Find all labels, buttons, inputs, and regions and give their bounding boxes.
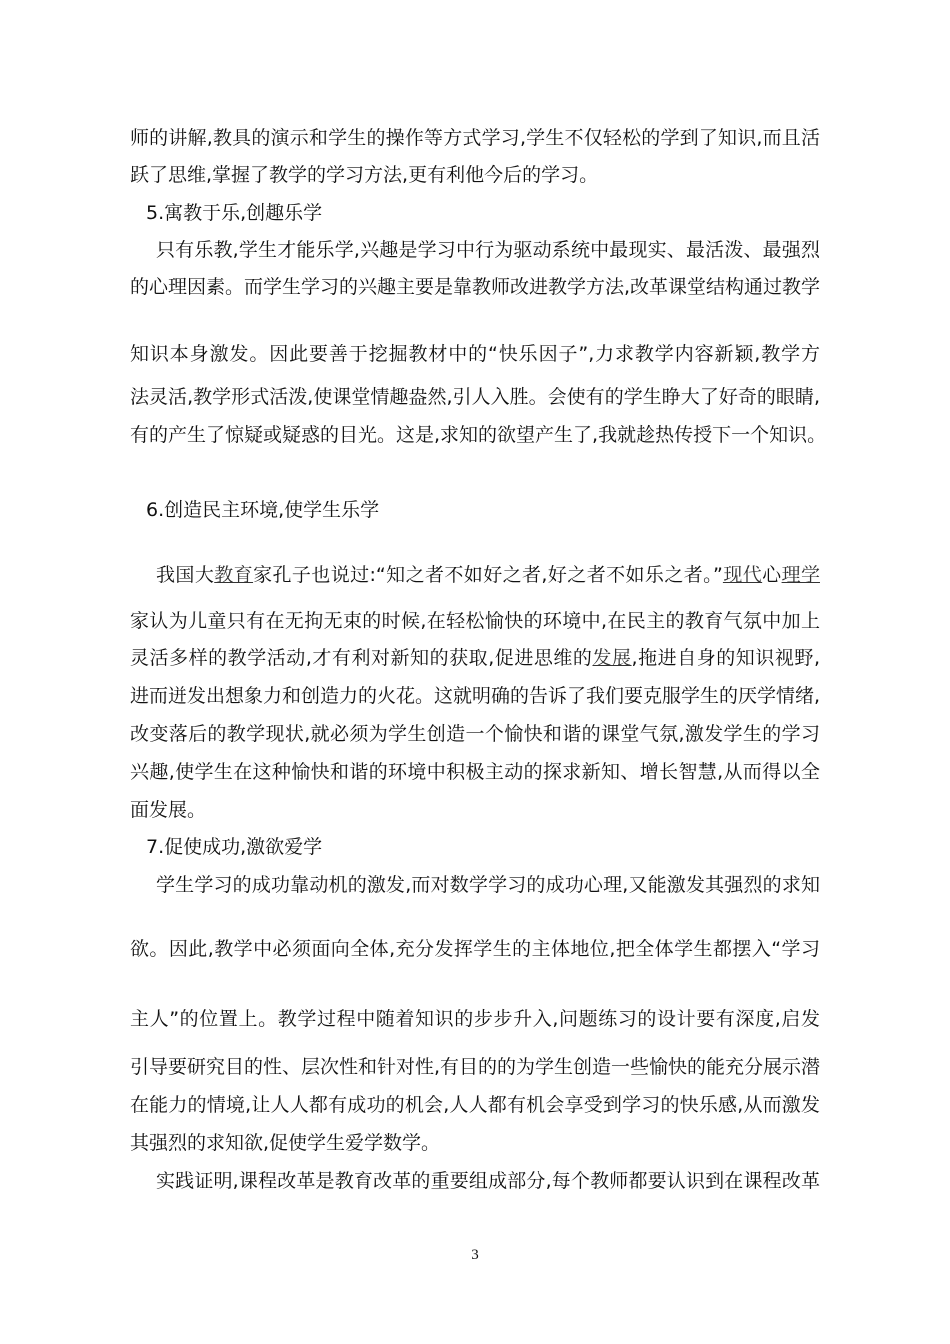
- paragraph-line: 在能力的情境,让人人都有成功的机会,人人都有机会享受到学习的快乐感,从而激发: [130, 1094, 820, 1116]
- paragraph-line: 兴趣,使学生在这种愉快和谐的环境中积极主动的探求新知、增长智慧,从而得以全: [130, 761, 820, 783]
- hyperlink-psychology[interactable]: 理学: [781, 564, 820, 586]
- section-heading-7: 7.促使成功,激欲爱学: [146, 836, 323, 858]
- paragraph-line: 学生学习的成功靠动机的激发,而对数学学习的成功心理,又能激发其强烈的求知: [156, 874, 820, 896]
- paragraph-line: 面发展。: [130, 799, 207, 821]
- paragraph-line: 进而迸发出想象力和创造力的火花。这就明确的告诉了我们要克服学生的厌学情绪,: [130, 685, 821, 707]
- hyperlink-education[interactable]: 教育: [214, 564, 254, 586]
- paragraph-line: 主人”的位置上。教学过程中随着知识的步步升入,问题练习的设计要有深度,启发: [130, 1008, 820, 1030]
- paragraph-line: 法灵活,教学形式活泼,使课堂情趣盎然,引人入胜。会使有的学生睁大了好奇的眼睛,: [130, 386, 820, 408]
- paragraph-line: 引导要研究目的性、层次性和针对性,有目的的为学生创造一些愉快的能充分展示潜: [130, 1056, 821, 1078]
- section-heading-6: 6.创造民主环境,使学生乐学: [146, 499, 380, 521]
- page-number: 3: [471, 1247, 479, 1263]
- section-heading-5: 5.寓教于乐,创趣乐学: [146, 202, 323, 224]
- paragraph-line: 师的讲解,教具的演示和学生的操作等方式学习,学生不仅轻松的学到了知识,而且活: [130, 127, 820, 149]
- text-run: 我国大: [156, 564, 215, 586]
- paragraph-line: 跃了思维,掌握了教学的学习方法,更有利他今后的学习。: [130, 164, 599, 186]
- paragraph-line: 只有乐教,学生才能乐学,兴趣是学习中行为驱动系统中最现实、最活泼、最强烈: [156, 239, 820, 261]
- paragraph-line: 知识本身激发。因此要善于挖掘教材中的“快乐因子”,力求教学内容新颖,教学方: [130, 343, 820, 365]
- paragraph-line: 改变落后的教学现状,就必须为学生创造一个愉快和谐的课堂气氛,激发学生的学习: [130, 723, 820, 745]
- text-run: ,拖进自身的知识视野,: [631, 647, 820, 669]
- text-run: 灵活多样的教学活动,才有利对新知的获取,促进思维的: [130, 647, 593, 669]
- hyperlink-modern[interactable]: 现代: [722, 564, 763, 586]
- paragraph-line: [156, 561, 820, 589]
- paragraph-line: 有的产生了惊疑或疑惑的目光。这是,求知的欲望产生了,我就趁热传授下一个知识。: [130, 424, 827, 446]
- paragraph-line: 欲。因此,教学中必须面向全体,充分发挥学生的主体地位,把全体学生都摆入“学习: [130, 938, 820, 960]
- paragraph-line: 的心理因素。而学生学习的兴趣主要是靠教师改进教学方法,改革课堂结构通过教学: [130, 276, 821, 298]
- paragraph-line: 家认为儿童只有在无拘无束的时候,在轻松愉快的环境中,在民主的教育气氛中加上: [130, 610, 820, 632]
- text-run: 家孔子也说过:“知之者不如好之者,好之者不如乐之者。”: [253, 564, 723, 586]
- paragraph-line: 其强烈的求知欲,促使学生爱学数学。: [130, 1132, 441, 1154]
- text-run: 心: [762, 564, 782, 586]
- paragraph-line: 实践证明,课程改革是教育改革的重要组成部分,每个教师都要认识到在课程改革: [156, 1170, 820, 1192]
- hyperlink-development[interactable]: 发展: [592, 647, 632, 669]
- paragraph-line: [130, 644, 820, 672]
